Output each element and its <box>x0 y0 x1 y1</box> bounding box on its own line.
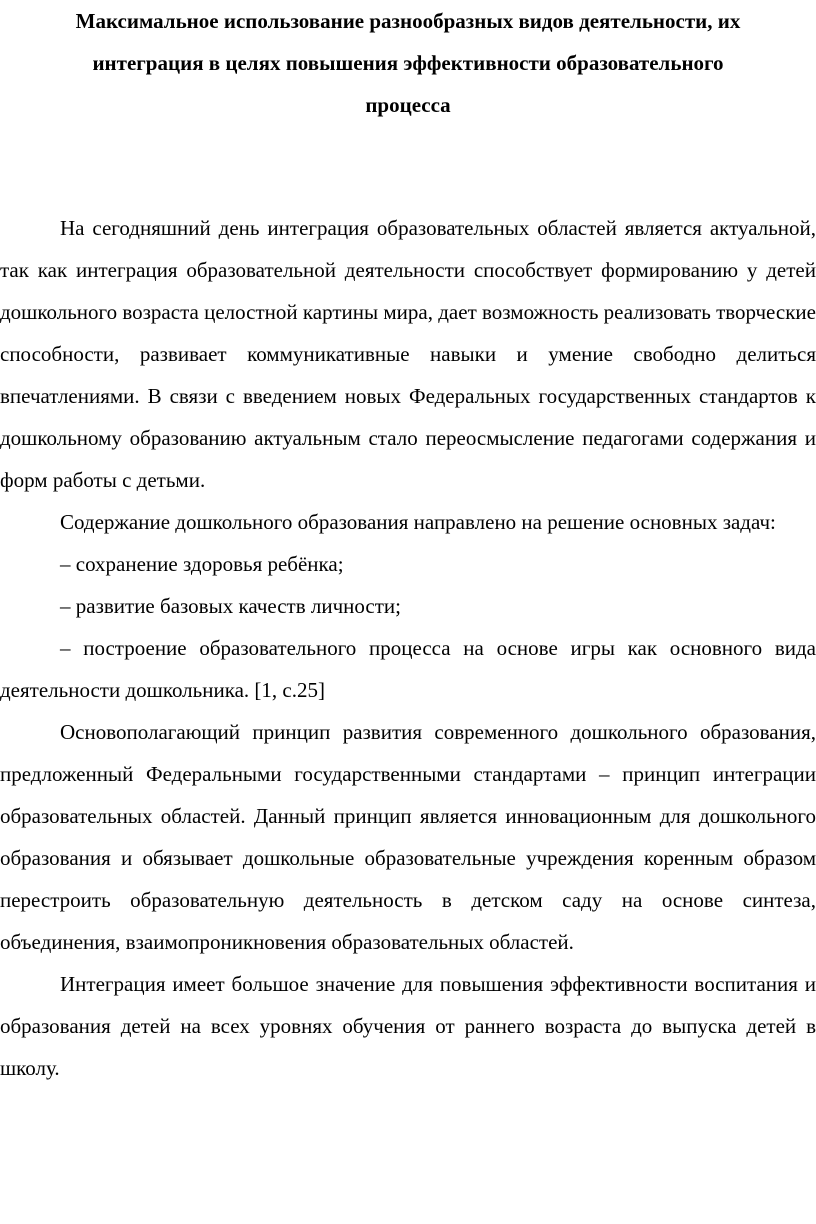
paragraph-integration-relevance: На сегодняшний день интеграция образовательных областей является актуальной, так как интеграция образовательной деятельности способствует формированию у детей дошкольного возраста целостной картины мира, дает возможность реализовать творческие способности, развивает коммуникативные навыки и умение свободно делиться впечатлениями. В связи с введением новых Федеральных государственных стандартов к дошкольному образованию актуальным стало переосмысление педагогами содержания и форм работы с детьми. <box>0 216 816 492</box>
paragraph-content-goals: Содержание дошкольного образования направлено на решение основных задач: <box>60 510 776 534</box>
title-line-1: Максимальное использование разнообразных видов деятельности, их <box>75 9 741 33</box>
list-item: – развитие базовых качеств личности; <box>60 594 402 618</box>
list-item: – сохранение здоровья ребёнка; <box>60 552 344 576</box>
title-line-3: процесса <box>365 93 451 117</box>
paragraph-integration-importance: Интеграция имеет большое значение для повышения эффективности воспитания и образования детей на всех уровнях обучения от раннего возраста до выпуска детей в школу. <box>0 972 816 1080</box>
paragraph-integration-principle: Основополагающий принцип развития современного дошкольного образования, предложенный Федеральными государственными стандартами – принцип интеграции образовательных областей. Данный принцип является инновационным для дошкольного образования и обязывает дошкольные образовательные учреждения коренным образом перестроить образовательную деятельность в детском саду на основе синтеза, объединения, взаимопроникновения образовательных областей. <box>0 720 816 954</box>
document-body <box>0 207 816 1089</box>
list-item: – построение образовательного процесса на основе игры как основного вида деятельности дошкольника. [1, с.25] <box>0 636 816 702</box>
document-title <box>14 0 802 126</box>
title-line-2: интеграция в целях повышения эффективности образовательного <box>92 51 724 75</box>
